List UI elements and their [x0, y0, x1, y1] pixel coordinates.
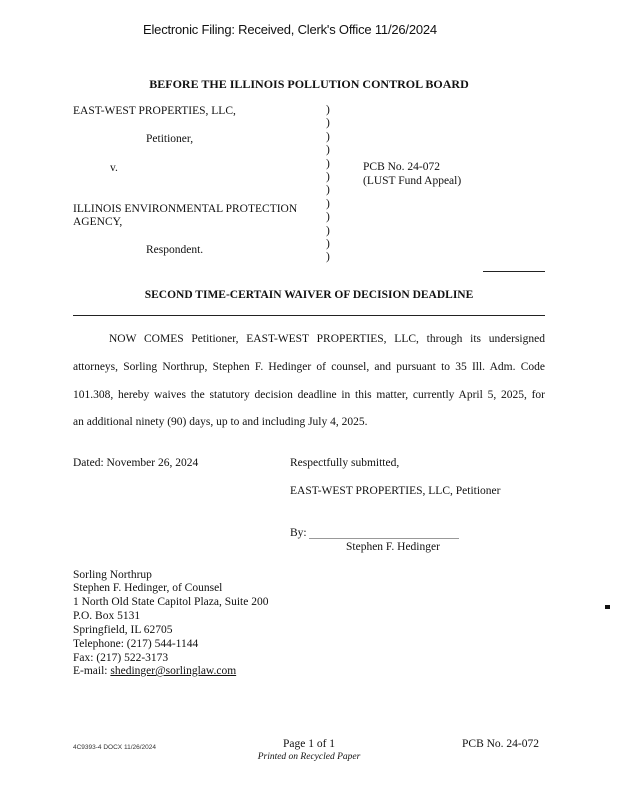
footer-doc-code: 4C9393-4 DOCX 11/26/2024	[73, 744, 156, 751]
po-box: P.O. Box 5131	[73, 610, 141, 622]
respondent-role: Respondent.	[146, 244, 204, 256]
petitioner-name: EAST-WEST PROPERTIES, LLC,	[73, 105, 236, 117]
dated-line: Dated: November 26, 2024	[73, 457, 199, 469]
footer-recycled-note: Printed on Recycled Paper	[257, 752, 361, 762]
footer-page-number: Page 1 of 1	[282, 738, 336, 750]
electronic-filing-stamp: Electronic Filing: Received, Clerk's Office 11/26/2024	[143, 22, 437, 37]
case-type: (LUST Fund Appeal)	[363, 175, 462, 187]
body-line-4: an additional ninety (90) days, up to and including July 4, 2025.	[73, 416, 368, 428]
body-line-2: attorneys, Sorling Northrup, Stephen F. Hedinger of counsel, and pursuant to 35 Ill. Adm. Code	[73, 361, 545, 373]
respondent-name-line1: ILLINOIS ENVIRONMENTAL PROTECTION	[73, 203, 298, 215]
document-title: SECOND TIME-CERTAIN WAIVER OF DECISION DEADLINE	[144, 289, 474, 301]
fax: Fax: (217) 522-3173	[73, 652, 169, 664]
petitioner-role: Petitioner,	[146, 133, 194, 145]
footer-case-number: PCB No. 24-072	[462, 738, 539, 750]
respectfully-submitted: Respectfully submitted,	[290, 457, 400, 469]
caption-parentheses: ) ) ) ) ) ) ) ) ) ) ) )	[326, 104, 330, 264]
board-title: BEFORE THE ILLINOIS POLLUTION CONTROL BOARD	[149, 77, 469, 91]
email-row	[73, 665, 236, 677]
street-address: 1 North Old State Capitol Plaza, Suite 200	[73, 596, 269, 608]
attorney-name: Stephen F. Hedinger, of Counsel	[73, 582, 223, 594]
email-link[interactable]: shedinger@sorlinglaw.com	[110, 665, 237, 677]
caption-rule	[483, 271, 545, 272]
firm-name: Sorling Northrup	[73, 569, 152, 581]
telephone: Telephone: (217) 544-1144	[73, 638, 199, 650]
margin-mark	[605, 605, 610, 609]
title-rule	[73, 315, 545, 316]
case-number: PCB No. 24-072	[363, 161, 440, 173]
signer-name: Stephen F. Hedinger	[346, 541, 440, 553]
signature-line	[309, 538, 459, 539]
party-name: EAST-WEST PROPERTIES, LLC, Petitioner	[290, 485, 501, 497]
by-label: By:	[290, 527, 307, 539]
body-line-1: NOW COMES Petitioner, EAST-WEST PROPERTIES, LLC, through its undersigned	[109, 333, 545, 345]
city-state-zip: Springfield, IL 62705	[73, 624, 173, 636]
body-line-3: 101.308, hereby waives the statutory decision deadline in this matter, currently April 5, 2025, for	[73, 389, 545, 401]
email-label: E-mail:	[73, 665, 111, 677]
respondent-name-line2: AGENCY,	[73, 216, 123, 228]
versus-label: v.	[110, 162, 118, 174]
